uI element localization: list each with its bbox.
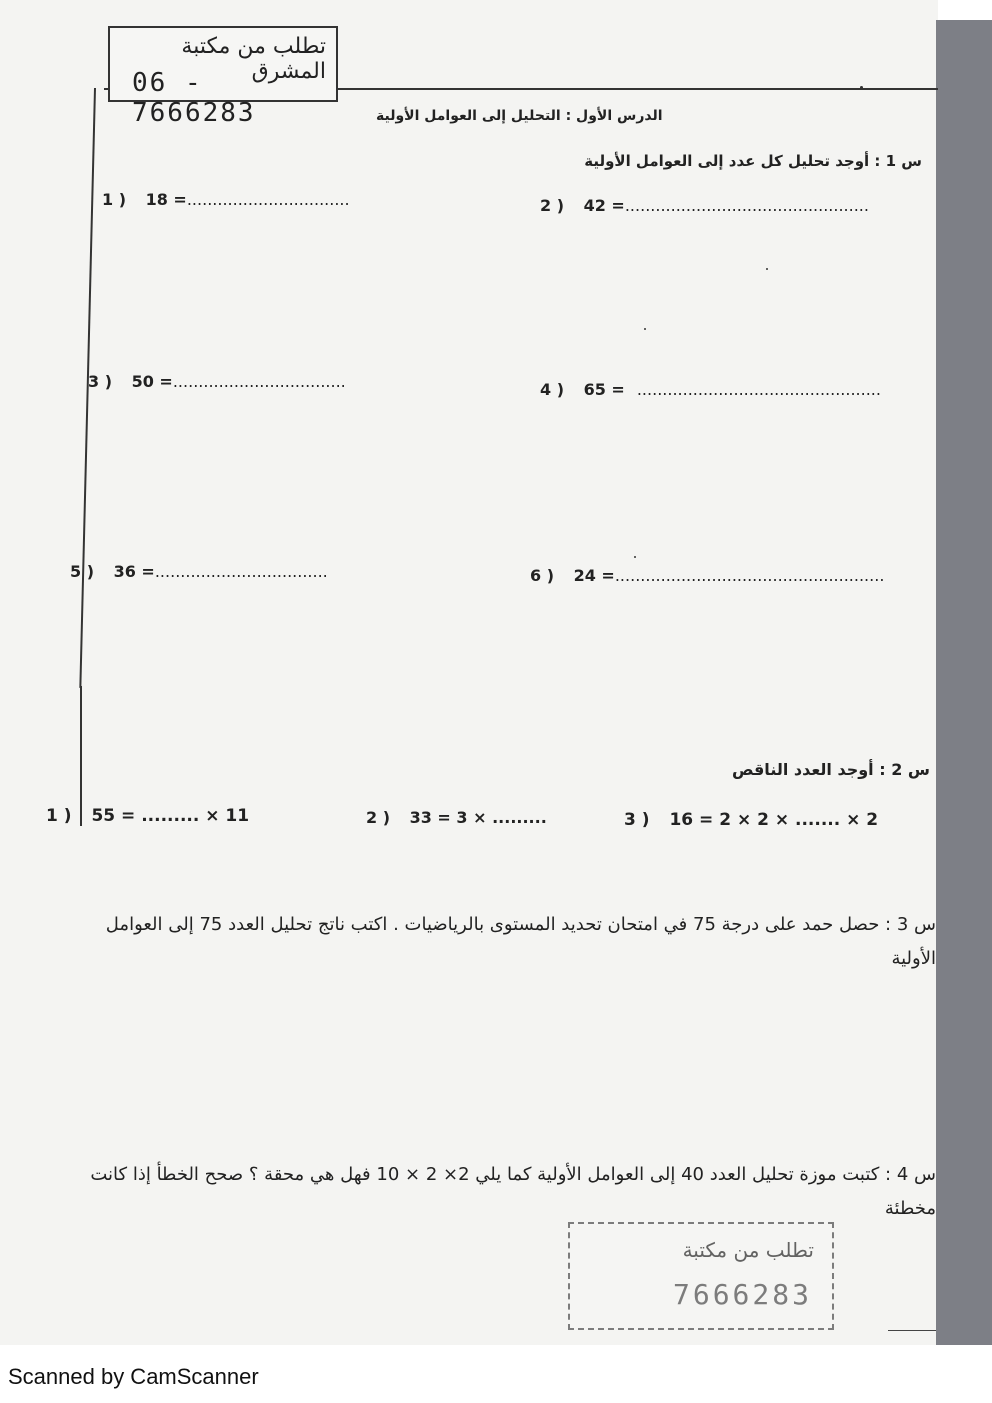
- item-expression: 24 =: [573, 566, 615, 585]
- q1-item-6: [530, 566, 884, 585]
- frame-bottom-line: [888, 1330, 936, 1331]
- frame-left-line-lower: [80, 686, 82, 826]
- answer-blank[interactable]: ..................................: [172, 372, 346, 391]
- scan-background-edge: [936, 20, 992, 1345]
- stamp-text: تطلب من مكتبة: [682, 1238, 814, 1262]
- lesson-title: الدرس الأول : التحليل إلى العوامل الأولية: [376, 108, 663, 124]
- library-stamp-top: [108, 26, 338, 128]
- q2-heading: س 2 : أوجد العدد الناقص: [732, 760, 930, 779]
- answer-blank[interactable]: ................................................: [624, 196, 869, 215]
- item-number: 3 ): [88, 372, 113, 391]
- answer-blank[interactable]: ..................................: [154, 562, 328, 581]
- q4-text-line1: س 4 : كتبت موزة تحليل العدد 40 إلى العوامل الأولية كما يلي 2× 2 × 10 فهل هي محقة ؟ صحح الخطأ إذا كانت: [90, 1164, 936, 1185]
- q4-text-line2: مخطئة: [884, 1198, 936, 1219]
- item-number: 4 ): [540, 380, 565, 399]
- q1-item-5: [70, 562, 328, 581]
- scan-speck: [634, 556, 636, 558]
- scan-speck: [860, 86, 863, 89]
- library-stamp-bottom: [568, 1222, 834, 1330]
- q1-item-4: [540, 380, 881, 399]
- stamp-phone: 7666283: [672, 1278, 812, 1311]
- q2-item-2: [366, 808, 547, 827]
- item-expression[interactable]: 55 = ......... × 11: [91, 806, 250, 826]
- scan-speck: [644, 328, 646, 330]
- item-expression[interactable]: 33 = 3 × .........: [409, 808, 547, 827]
- item-number: 3 ): [624, 810, 650, 830]
- q2-item-1: [46, 806, 249, 826]
- q1-item-3: [88, 372, 346, 391]
- q2-item-3: [624, 810, 878, 830]
- q1-item-1: [102, 190, 350, 209]
- item-number: 6 ): [530, 566, 555, 585]
- item-expression: 65 =: [583, 380, 625, 399]
- q1-heading: س 1 : أوجد تحليل كل عدد إلى العوامل الأولية: [584, 152, 922, 170]
- item-expression[interactable]: 16 = 2 × 2 × ....... × 2: [669, 810, 879, 830]
- scanner-watermark: Scanned by CamScanner: [8, 1364, 259, 1389]
- q1-item-2: [540, 196, 869, 215]
- answer-blank[interactable]: ................................................: [636, 380, 881, 399]
- scan-speck: [766, 268, 768, 270]
- item-number: 2 ): [366, 808, 391, 827]
- stamp-phone: 06 - 7666283: [132, 68, 256, 128]
- item-expression: 18 =: [145, 190, 187, 209]
- item-number: 2 ): [540, 196, 565, 215]
- answer-blank[interactable]: ................................: [186, 190, 350, 209]
- stamp-text: تطلب من مكتبة المشرق: [181, 34, 326, 84]
- q3-text-line1: س 3 : حصل حمد على درجة 75 في امتحان تحديد المستوى بالرياضيات . اكتب ناتج تحليل العدد 75 إلى العوامل: [105, 914, 936, 935]
- answer-blank[interactable]: .....................................................: [614, 566, 885, 585]
- item-number: 1 ): [46, 806, 72, 826]
- item-number: 1 ): [102, 190, 127, 209]
- item-expression: 42 =: [583, 196, 625, 215]
- q3-text-line2: الأولية: [891, 948, 936, 969]
- item-expression: 50 =: [131, 372, 173, 391]
- item-number: 5 ): [70, 562, 95, 581]
- item-expression: 36 =: [113, 562, 155, 581]
